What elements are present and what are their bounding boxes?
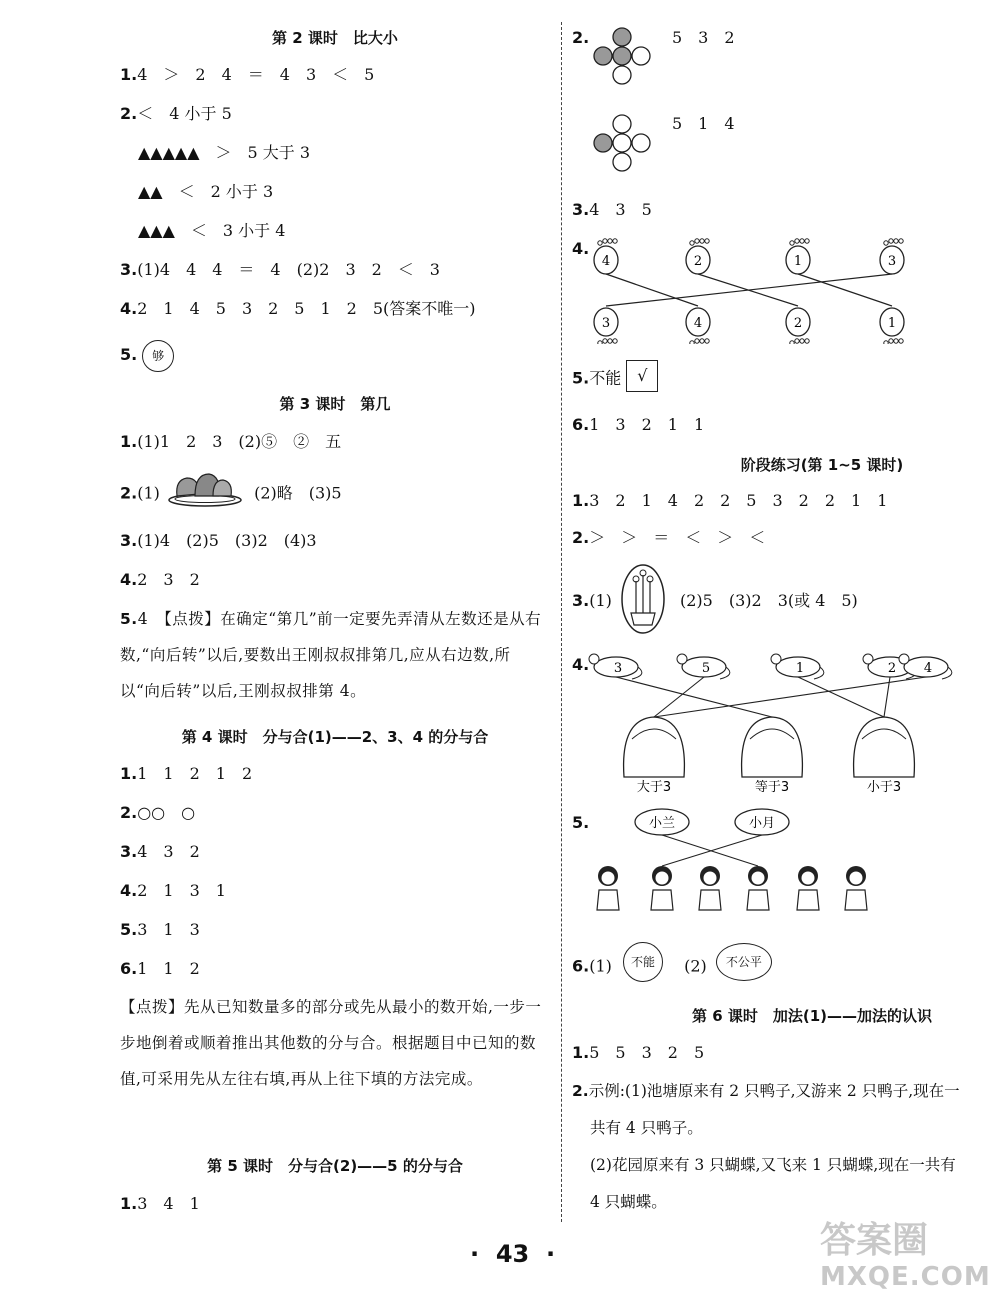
child-icon (651, 866, 673, 910)
footprint (786, 239, 810, 274)
mouse-number: 3 (613, 661, 623, 676)
st-q5: 5. (572, 813, 590, 832)
l3-q5-explanation: 5.4 【点拨】在确定“第几”前一定要先弄清从左数还是从右数,“向后转”以后,要数出王刚叔叔排第几,应从右边数,所以“向后转”以后,王刚叔叔排第 4。 (120, 610, 542, 700)
l2-q2: 2.＜ 4 小于 5 (120, 104, 232, 123)
footprint (594, 308, 618, 344)
l4-q3: 3.4 3 2 (120, 842, 200, 861)
l5-q1: 1.3 4 1 (120, 1194, 200, 1213)
st-q3-answer: (2)5 (3)2 3(或 4 5) (680, 591, 858, 610)
lesson-4-heading: 第 4 课时 分与合(1)——2、3、4 的分与合 (181, 728, 489, 746)
footprint-number: 2 (693, 254, 703, 269)
footprint-toe (899, 339, 903, 343)
r-q2-answer-a: 5 3 2 (672, 28, 735, 47)
footprint-toe (700, 239, 704, 243)
footprint (880, 239, 904, 274)
lesson-5-heading: 第 5 课时 分与合(2)——5 的分与合 (207, 1157, 463, 1175)
page-number: · 43 · (470, 1240, 556, 1268)
footprint-toe (603, 239, 607, 243)
footprint-number: 2 (793, 316, 803, 331)
footprint-toe (894, 339, 898, 343)
l2-q5: 5. 够 (120, 340, 174, 372)
footprint-toe (690, 341, 694, 344)
l6-q2-line4: 4 只蝴蝶。 (590, 1193, 667, 1211)
bowl-label: 小于3 (866, 780, 902, 795)
l3-q1: 1.(1)1 2 3 (2)⑤ ② 五 (120, 432, 342, 451)
mouse-number: 5 (701, 661, 711, 676)
footprint-toe (884, 341, 888, 344)
mouse-number: 2 (887, 661, 897, 676)
footprint-toe (603, 339, 607, 343)
footprint-number: 3 (887, 254, 897, 269)
footprint-toe (598, 341, 602, 344)
child-face (802, 872, 815, 885)
l4-q4: 4.2 1 3 1 (120, 881, 226, 900)
child-face (752, 872, 765, 885)
footprint-toe (795, 339, 799, 343)
footprint-toe (884, 241, 888, 245)
flower-pot-icon (620, 563, 666, 635)
st-q4: 4. (572, 655, 590, 674)
footprint-toe (899, 239, 903, 243)
footprint-toe (800, 239, 804, 243)
mice-bowl-matching-diagram (586, 645, 966, 795)
footprint (686, 239, 710, 274)
st-q2: 2.＞ ＞ ＝ ＜ ＞ ＜ (572, 528, 766, 547)
l2-q2-row-c: ▲▲▲ ＜ 3 小于 4 (138, 221, 286, 240)
l2-q2-row-a: ▲▲▲▲▲ ＞ 5 大于 3 (138, 143, 311, 162)
lesson-2-heading: 第 2 课时 比大小 (272, 29, 398, 47)
children-matching-diagram (586, 806, 906, 918)
l4-q6: 6.1 1 2 (120, 959, 200, 978)
child-icon (797, 866, 819, 910)
child-body (699, 890, 721, 910)
r-q5: 5.不能 √ (572, 366, 658, 392)
footprint-toe (889, 339, 893, 343)
r-q2-answer-b: 5 1 4 (672, 114, 735, 133)
watermark-url: MXQE.COM (820, 1262, 991, 1292)
stage-practice-heading: 阶段练习(第 1~5 课时) (740, 456, 904, 474)
l4-q5: 5.3 1 3 (120, 920, 200, 939)
child-face (602, 872, 615, 885)
footprint-toe (613, 239, 617, 243)
footprint (786, 308, 810, 344)
l3-q3: 3.(1)4 (2)5 (3)2 (4)3 (120, 531, 317, 550)
footprint-toe (598, 241, 602, 245)
child-icon (747, 866, 769, 910)
footprint-toe (790, 241, 794, 245)
child-icon (845, 866, 867, 910)
footprint (594, 239, 618, 274)
footprint-toe (695, 239, 699, 243)
check-box: √ (626, 360, 658, 392)
child-face (704, 872, 717, 885)
footprint-toe (805, 339, 809, 343)
mouse-number: 4 (923, 661, 933, 676)
bowl-shape (854, 717, 915, 777)
mouse-icon (771, 654, 824, 679)
bowl-shape (742, 717, 803, 777)
l4-q1: 1.1 1 2 1 2 (120, 764, 253, 783)
child-body (797, 890, 819, 910)
st-q6: 6.(1) 不能 (2) 不公平 (572, 952, 772, 982)
name-bubble (735, 809, 789, 835)
matching-line (606, 274, 892, 306)
r-q4: 4. (572, 239, 590, 258)
footprint-toe (889, 239, 893, 243)
st-q1: 1.3 2 1 4 2 2 5 3 2 2 1 1 (572, 491, 888, 510)
footprint-toe (700, 339, 704, 343)
name-bubble (635, 809, 689, 835)
r-q6: 6.1 3 2 1 1 (572, 415, 705, 434)
footprint-toe (613, 339, 617, 343)
l2-q2-row-b: ▲▲ ＜ 2 小于 3 (138, 182, 274, 201)
footprint-toe (608, 239, 612, 243)
footprint-toe (705, 339, 709, 343)
child-icon (597, 866, 619, 910)
footprint-toe (695, 339, 699, 343)
footprint-toe (795, 239, 799, 243)
child-body (651, 890, 673, 910)
footprint (880, 308, 904, 344)
footprint-number: 1 (887, 316, 897, 331)
circled-answer: 够 (142, 340, 174, 372)
l2-q1: 1.4 ＞ 2 4 ＝ 4 3 ＜ 5 (120, 65, 375, 84)
fruit-plate-icon (165, 468, 243, 508)
lesson-3-heading: 第 3 课时 第几 (279, 395, 391, 413)
footprint-toe (894, 239, 898, 243)
mouse-icon (677, 654, 730, 679)
st-q3: 3.(1) (572, 591, 612, 610)
footprint-toe (800, 339, 804, 343)
l3-q4: 4.2 3 2 (120, 570, 200, 589)
footprint (686, 308, 710, 344)
l3-q2: 2.(1) (2)略 (3)5 (120, 480, 342, 508)
mouse-ear (589, 654, 599, 664)
child-body (747, 890, 769, 910)
mouse-icon (589, 654, 642, 679)
child-icon (699, 866, 721, 910)
footprint-number: 1 (793, 254, 803, 269)
mouse-ear (899, 654, 909, 664)
bowl-label: 等于3 (754, 780, 790, 795)
footprint-toe (705, 239, 709, 243)
mouse-number: 1 (795, 661, 805, 676)
child-body (597, 890, 619, 910)
l6-q2: 2.示例:(1)池塘原来有 2 只鸭子,又游来 2 只鸭子,现在一 (572, 1082, 960, 1100)
r-q3: 3.4 3 5 (572, 200, 652, 219)
l2-q4: 4.2 1 4 5 3 2 5 1 2 5(答案不唯一) (120, 299, 476, 318)
l4-q2: 2.○○ ○ (120, 803, 196, 822)
footprint-toe (805, 239, 809, 243)
footprint-toe (790, 341, 794, 344)
child-body (845, 890, 867, 910)
mouse-ear (771, 654, 781, 664)
footprint-number: 4 (693, 316, 703, 331)
footprint-number: 3 (601, 316, 611, 331)
l6-q2-line3: (2)花园原来有 3 只蝴蝶,又飞来 1 只蝴蝶,现在一共有 (590, 1156, 956, 1174)
mouse-icon (899, 654, 952, 679)
r-q2: 2. (572, 28, 590, 47)
footprint-toe (690, 241, 694, 245)
name-label: 小月 (748, 816, 776, 831)
bowl-shape (624, 717, 685, 777)
circled-answer-unfair: 不公平 (716, 943, 772, 981)
mouse-ear (863, 654, 873, 664)
circled-answer-cannot: 不能 (623, 942, 663, 982)
bowl-icon (854, 717, 915, 795)
bowl-icon (624, 717, 685, 795)
lesson-6-heading: 第 6 课时 加法(1)——加法的认识 (691, 1007, 933, 1025)
watermark-logo: 答案圈 (820, 1220, 929, 1261)
name-label: 小兰 (648, 816, 676, 831)
l4-tip: 【点拨】先从已知数量多的部分或先从最小的数开始,一步一步地倒着或顺着推出其他数的分与合。根据题目中已知的数值,可采用先从左往右填,再从上往下填的方法完成。 (120, 998, 542, 1088)
l2-q3: 3.(1)4 4 4 ＝ 4 (2)2 3 2 ＜ 3 (120, 260, 440, 279)
column-divider (561, 22, 562, 1222)
matching-line (798, 677, 884, 717)
l6-q2-line2: 共有 4 只鸭子。 (590, 1119, 703, 1137)
footprint-matching-diagram (586, 234, 926, 344)
mouse-ear (677, 654, 687, 664)
l6-q1: 1.5 5 3 2 5 (572, 1043, 705, 1062)
footprint-number: 4 (601, 254, 611, 269)
circle-cross-diagram (584, 26, 654, 186)
child-face (850, 872, 863, 885)
bowl-label: 大于3 (636, 780, 672, 795)
footprint-toe (608, 339, 612, 343)
child-face (656, 872, 669, 885)
bowl-icon (742, 717, 803, 795)
